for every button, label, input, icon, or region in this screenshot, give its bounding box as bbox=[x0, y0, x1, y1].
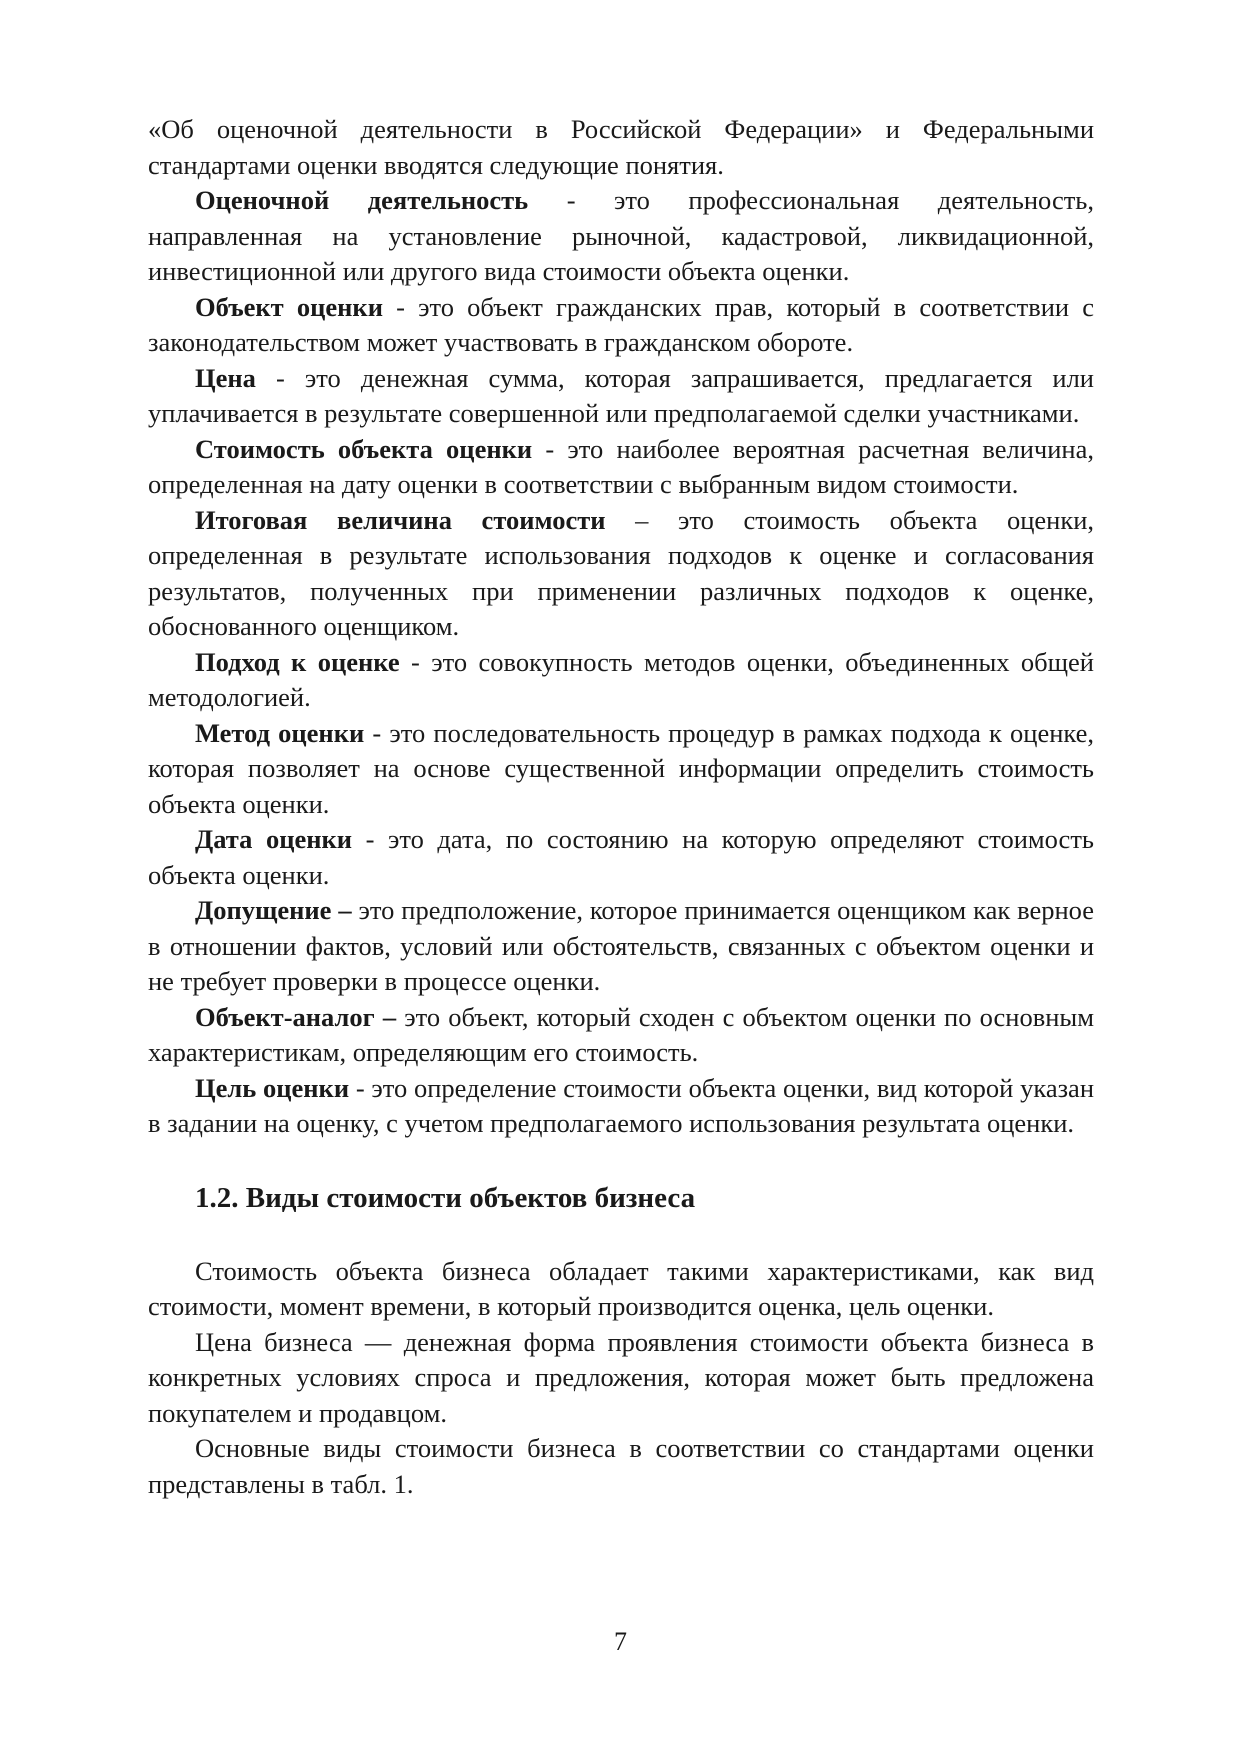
definition-paragraph bbox=[148, 716, 1094, 823]
page-number: 7 bbox=[614, 1627, 627, 1656]
definition-text: это объект, который сходен с объектом оценки по основным характеристикам, определяющим его стоимость. bbox=[148, 1001, 1094, 1067]
definition-term: Объект оценки bbox=[195, 291, 383, 322]
definition-paragraph bbox=[148, 361, 1094, 432]
definition-text: - это наиболее вероятная расчетная величина, определенная на дату оценки в соответствии с выбранным видом стоимости. bbox=[148, 433, 1094, 499]
definition-text: - это профессиональная деятельность, направленная на установление рыночной, кадастровой, ликвидационной, инвестиционной или другого вида стоимости объекта оценки. bbox=[148, 185, 1094, 286]
definition-term: Объект-аналог – bbox=[195, 1001, 397, 1032]
intro-paragraph: «Об оценочной деятельности в Российской Федерации» и Федеральными стандартами оценки вводятся следующие понятия. bbox=[148, 114, 1094, 180]
section-heading: 1.2. Виды стоимости объектов бизнеса bbox=[195, 1181, 696, 1214]
definition-term: Оценочной деятельность bbox=[195, 185, 529, 215]
definition-text: - это дата, по состоянию на которую определяют стоимость объекта оценки. bbox=[148, 824, 1094, 890]
section-paragraph: Цена бизнеса — денежная форма проявления стоимости объекта бизнеса в конкретных условиях спроса и предложения, которая может быть предложена покупателем и продавцом. bbox=[148, 1326, 1094, 1428]
definition-text: это предположение, которое принимается оценщиком как верное в отношении фактов, условий или обстоятельств, связанных с объектом оценки и не требует проверки в процессе оценки. bbox=[148, 895, 1095, 996]
definition-term: Итоговая величина стоимости bbox=[195, 504, 606, 535]
definition-paragraph bbox=[148, 893, 1094, 1000]
definition-text: - это последовательность процедур в рамках подхода к оценке, которая позволяет на основе существенной информации определить стоимость объекта оценки. bbox=[148, 717, 1094, 819]
definition-paragraph bbox=[148, 183, 1094, 290]
definition-text: - это совокупность методов оценки, объединенных общей методологией. bbox=[148, 646, 1094, 712]
definition-paragraph bbox=[148, 432, 1094, 503]
definition-term: Цель оценки bbox=[195, 1072, 350, 1103]
definition-paragraph bbox=[148, 290, 1094, 361]
definition-paragraph bbox=[148, 645, 1094, 716]
definition-text: - это определение стоимости объекта оценки, вид которой указан в задании на оценку, с учетом предполагаемого использования результата оценки. bbox=[148, 1072, 1094, 1138]
definition-paragraph bbox=[148, 503, 1094, 645]
definition-paragraph bbox=[148, 822, 1094, 893]
definition-term: Метод оценки bbox=[195, 717, 365, 748]
definition-paragraph bbox=[148, 1071, 1094, 1142]
section-paragraph: Основные виды стоимости бизнеса в соответствии со стандартами оценки представлены в табл. 1. bbox=[148, 1433, 1094, 1499]
section-paragraph: Стоимость объекта бизнеса обладает такими характеристиками, как вид стоимости, момент времени, в который производится оценка, цель оценки. bbox=[148, 1255, 1094, 1321]
definition-text: - это объект гражданских прав, который в соответствии с законодательством может участвовать в гражданском обороте. bbox=[148, 291, 1094, 357]
document-page bbox=[148, 112, 1094, 1502]
definition-term: Подход к оценке bbox=[195, 646, 400, 677]
definition-term: Допущение – bbox=[195, 895, 352, 925]
definition-term: Стоимость объекта оценки bbox=[195, 433, 533, 464]
definition-term: Цена bbox=[195, 362, 256, 393]
definition-text: - это денежная сумма, которая запрашивается, предлагается или уплачивается в результате совершенной или предполагаемой сделки участниками. bbox=[148, 362, 1094, 428]
definition-term: Дата оценки bbox=[195, 824, 353, 854]
definition-text: – это стоимость объекта оценки, определенная в результате использования подходов к оценке и согласования результатов, полученных при применении различных подходов к оценке, обоснованного оценщиком. bbox=[148, 504, 1094, 641]
definition-paragraph bbox=[148, 1000, 1094, 1071]
